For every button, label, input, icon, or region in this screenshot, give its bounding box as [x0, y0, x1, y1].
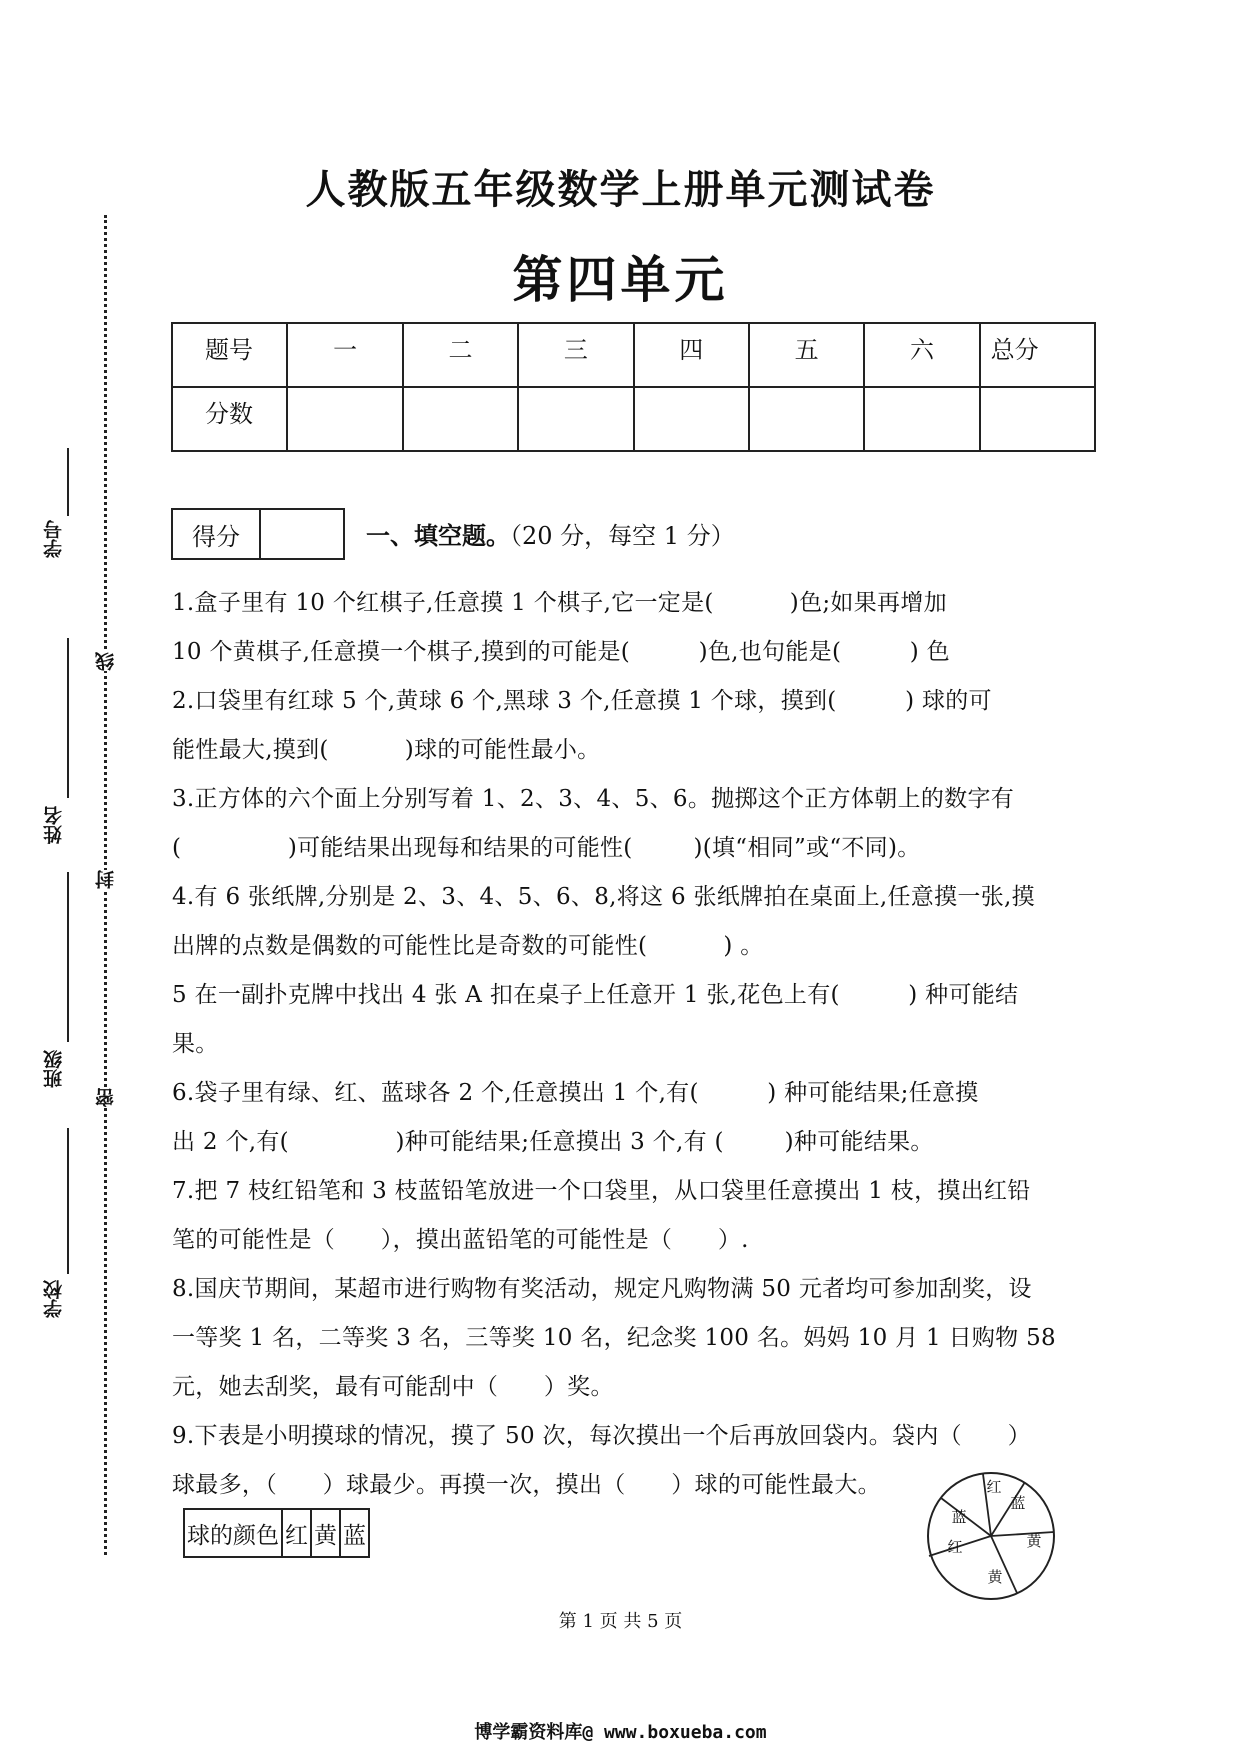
pie-label: 红: [986, 1478, 1002, 1496]
spinner-pie: [925, 1470, 1057, 1602]
ball-table-header: 球的颜色: [184, 1509, 282, 1557]
ball-table-color: 蓝: [340, 1509, 369, 1557]
ball-table-color: 黄: [311, 1509, 340, 1557]
score-table-value-row: [172, 387, 1095, 451]
score-header-cell: 二: [403, 323, 518, 387]
question-line: 笔的可能性是（ ），摸出蓝铅笔的可能性是（ ）.: [172, 1227, 749, 1253]
question-line: 一等奖 1 名，二等奖 3 名，三等奖 10 名，纪念奖 100 名。妈妈 10 月 1 日购物 58: [172, 1325, 1056, 1351]
cut-mark-line: 线: [92, 652, 120, 671]
side-blank-class[interactable]: [67, 872, 69, 1042]
question-line: 7.把 7 枝红铅笔和 3 枝蓝铅笔放进一个口袋里，从口袋里任意摸出 1 枝，摸出红铅: [172, 1178, 1031, 1204]
grade-box-blank[interactable]: [261, 510, 343, 558]
question-line: 3.正方体的六个面上分别写着 1、2、3、4、5、6。抛掷这个正方体朝上的数字有: [172, 786, 1015, 812]
score-header-cell: 题号: [172, 323, 287, 387]
side-blank-name[interactable]: [67, 638, 69, 798]
question-line: 能性最大,摸到( )球的可能性最小。: [172, 737, 601, 763]
score-row-label: 分数: [172, 387, 287, 451]
pie-label: 黄: [987, 1568, 1003, 1586]
score-header-cell: 一: [287, 323, 402, 387]
question-line: 出 2 个,有( )种可能结果;任意摸出 3 个,有 ( )种可能结果。: [172, 1129, 934, 1155]
question-line: 10 个黄棋子,任意摸一个棋子,摸到的可能是( )色,也句能是( ) 色: [172, 639, 950, 665]
score-table: [171, 322, 1096, 452]
section-title: [366, 516, 735, 551]
question-line: 8.国庆节期间，某超市进行购物有奖活动，规定凡购物满 50 元者均可参加刮奖，设: [172, 1276, 1032, 1302]
question-line: 出牌的点数是偶数的可能性比是奇数的可能性( ) 。: [172, 933, 764, 959]
score-cell[interactable]: [980, 387, 1095, 451]
side-blank-student-id[interactable]: [67, 448, 69, 516]
site-watermark: 博学霸资料库@ www.boxueba.com: [474, 1722, 767, 1743]
unit-title: 第四单元: [512, 250, 729, 309]
cut-mark-seal: 封: [92, 870, 120, 889]
ball-table-color: 红: [282, 1509, 311, 1557]
score-cell[interactable]: [403, 387, 518, 451]
score-table-header-row: [172, 323, 1095, 387]
section-title-text: 一、填空题。: [366, 521, 510, 550]
score-header-cell: 四: [634, 323, 749, 387]
pie-label: 黄: [1026, 1532, 1042, 1550]
section-note: （20 分，每空 1 分）: [510, 522, 735, 550]
score-header-cell: 六: [864, 323, 979, 387]
score-cell[interactable]: [518, 387, 633, 451]
question-line: 球最多，（ ）球最少。再摸一次，摸出（ ）球的可能性最大。: [172, 1472, 881, 1498]
score-header-cell: 五: [749, 323, 864, 387]
side-label-school: 学校: [43, 1280, 65, 1318]
score-cell[interactable]: [634, 387, 749, 451]
score-cell[interactable]: [864, 387, 979, 451]
question-line: ( )可能结果出现每和结果的可能性( )(填“相同”或“不同)。: [172, 835, 921, 861]
score-cell[interactable]: [749, 387, 864, 451]
question-line: 果。: [172, 1031, 219, 1057]
side-label-name: 姓名: [43, 806, 65, 844]
question-line: 1.盒子里有 10 个红棋子,任意摸 1 个棋子,它一定是( )色;如果再增加: [172, 590, 947, 616]
question-line: 2.口袋里有红球 5 个,黄球 6 个,黑球 3 个,任意摸 1 个球，摸到( ) 球的可: [172, 688, 992, 714]
question-line: 4.有 6 张纸牌,分别是 2、3、4、5、6、8,将这 6 张纸牌拍在桌面上,任意摸一张,摸: [172, 884, 1035, 910]
document-title: 人教版五年级数学上册单元测试卷: [305, 166, 936, 213]
cut-mark-secret: 密: [92, 1088, 120, 1107]
grade-box: [171, 508, 345, 560]
score-cell[interactable]: [287, 387, 402, 451]
score-header-cell: 总分: [980, 323, 1095, 387]
question-line: 5 在一副扑克牌中找出 4 张 A 扣在桌子上任意开 1 张,花色上有( ) 种可能结: [172, 982, 1019, 1008]
side-label-class: 班级: [43, 1050, 65, 1088]
question-line: 6.袋子里有绿、红、蓝球各 2 个,任意摸出 1 个,有( ) 种可能结果;任意摸: [172, 1080, 979, 1106]
question-line: 9.下表是小明摸球的情况，摸了 50 次，每次摸出一个后再放回袋内。袋内（ ）: [172, 1423, 1031, 1449]
page-footer: 第 1 页 共 5 页: [558, 1611, 683, 1632]
side-blank-school[interactable]: [67, 1128, 69, 1274]
pie-label: 蓝: [1010, 1494, 1026, 1512]
pie-label: 红: [947, 1538, 963, 1556]
score-header-cell: 三: [518, 323, 633, 387]
ball-color-table: [183, 1508, 370, 1558]
question-line: 元，她去刮奖，最有可能刮中（ ）奖。: [172, 1374, 614, 1400]
pie-label: 蓝: [951, 1508, 967, 1526]
grade-box-label: 得分: [173, 510, 261, 558]
side-label-student-id: 学号: [43, 520, 65, 558]
